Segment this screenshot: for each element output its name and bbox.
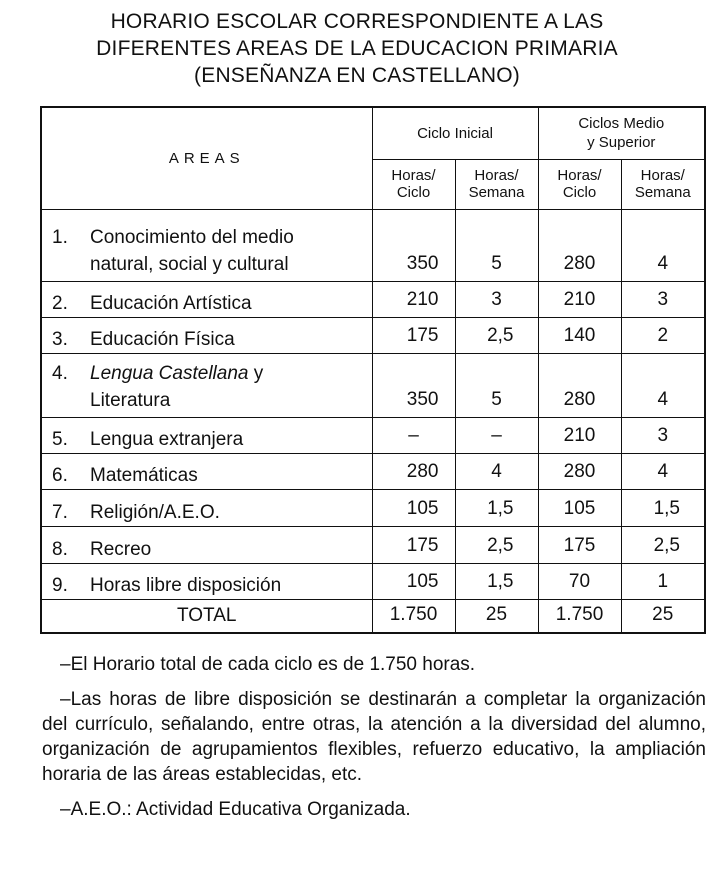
area-cell: 5. Lengua extranjera <box>41 417 372 453</box>
value-cell: 4 <box>621 353 705 417</box>
value-cell: 105 <box>372 489 455 526</box>
value-cell: 280 <box>538 453 621 489</box>
table-row <box>41 317 705 353</box>
value-cell: 4 <box>455 453 538 489</box>
value-cell: 210 <box>538 281 621 317</box>
schedule-table <box>40 106 706 634</box>
value-cell: 5 <box>455 209 538 281</box>
value-cell: 2,5 <box>455 526 538 563</box>
value-cell: 2,5 <box>621 526 705 563</box>
document-title <box>0 8 714 89</box>
value-cell: 1,5 <box>455 489 538 526</box>
total-value: 25 <box>455 599 538 633</box>
value-cell: 1,5 <box>621 489 705 526</box>
value-cell: 4 <box>621 209 705 281</box>
ciclos-medio-line2: y Superior <box>587 134 656 152</box>
area-cell: 2. Educación Artística <box>41 281 372 317</box>
value-cell: 4 <box>621 453 705 489</box>
title-line-2: DIFERENTES AREAS DE LA EDUCACION PRIMARIA <box>96 37 618 60</box>
table-row <box>41 563 705 599</box>
title-line-3: (ENSEÑANZA EN CASTELLANO) <box>194 64 520 87</box>
value-cell: 105 <box>372 563 455 599</box>
value-cell: 350 <box>372 209 455 281</box>
area-cell: 8. Recreo <box>41 526 372 563</box>
value-cell: 105 <box>538 489 621 526</box>
value-cell: 280 <box>538 209 621 281</box>
table-row <box>41 489 705 526</box>
area-cell: 3. Educación Física <box>41 317 372 353</box>
total-label: TOTAL <box>41 599 372 633</box>
table-row <box>41 209 705 281</box>
value-cell: 3 <box>621 417 705 453</box>
value-cell: 1,5 <box>455 563 538 599</box>
value-cell: 210 <box>372 281 455 317</box>
table-row <box>41 281 705 317</box>
ciclos-medio-line1: Ciclos Medio <box>578 115 665 133</box>
value-cell: 175 <box>372 317 455 353</box>
ciclo-inicial-header: Ciclo Inicial <box>372 107 538 159</box>
area-cell: 9. Horas libre disposición <box>41 563 372 599</box>
table-row <box>41 453 705 489</box>
value-cell: 5 <box>455 353 538 417</box>
value-cell: 210 <box>538 417 621 453</box>
horas-ciclo-header: Horas/ Ciclo <box>372 159 455 209</box>
area-cell: 4. Lengua Castellana y Literatura <box>41 353 372 417</box>
value-cell: 350 <box>372 353 455 417</box>
area-cell: 1. Conocimiento del medio natural, social y cultural <box>41 209 372 281</box>
value-cell: 3 <box>455 281 538 317</box>
note-total-hours: –El Horario total de cada ciclo es de 1.750 horas. <box>60 654 476 675</box>
value-cell: – <box>372 417 455 453</box>
value-cell: 280 <box>538 353 621 417</box>
table-row <box>41 353 705 417</box>
total-value: 1.750 <box>538 599 621 633</box>
value-cell: 140 <box>538 317 621 353</box>
footnotes <box>42 652 706 832</box>
value-cell: 2 <box>621 317 705 353</box>
value-cell: – <box>455 417 538 453</box>
table-row <box>41 417 705 453</box>
value-cell: 280 <box>372 453 455 489</box>
ciclos-medio-superior-header <box>538 107 705 159</box>
total-value: 1.750 <box>372 599 455 633</box>
table-row <box>41 526 705 563</box>
value-cell: 175 <box>372 526 455 563</box>
area-cell: 6. Matemáticas <box>41 453 372 489</box>
value-cell: 70 <box>538 563 621 599</box>
total-value: 25 <box>621 599 705 633</box>
value-cell: 175 <box>538 526 621 563</box>
area-cell: 7. Religión/A.E.O. <box>41 489 372 526</box>
note-free-hours: –Las horas de libre disposición se destinarán a completar la organización del currículo, señalando, entre otras, la atención a la diversidad del alumno, organización de agrupamientos flexibles, refuerzo educativo, la ampliación horaria de las áreas establecidas, etc. <box>42 689 706 785</box>
areas-header: AREAS <box>41 107 372 209</box>
total-row <box>41 599 705 633</box>
title-line-1: HORARIO ESCOLAR CORRESPONDIENTE A LAS <box>110 10 604 33</box>
value-cell: 2,5 <box>455 317 538 353</box>
note-aeo: –A.E.O.: Actividad Educativa Organizada. <box>60 799 411 820</box>
value-cell: 3 <box>621 281 705 317</box>
horas-semana-header: Horas/ Semana <box>455 159 538 209</box>
horas-ciclo-header: Horas/ Ciclo <box>538 159 621 209</box>
horas-semana-header: Horas/ Semana <box>621 159 705 209</box>
value-cell: 1 <box>621 563 705 599</box>
